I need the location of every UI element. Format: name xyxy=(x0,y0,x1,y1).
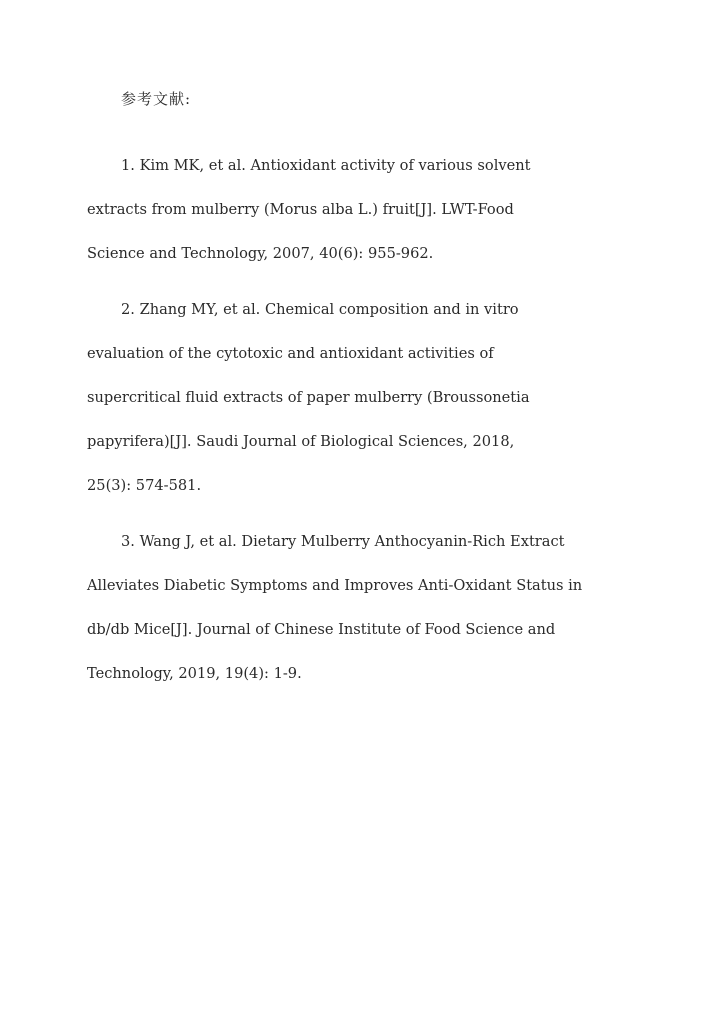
reference-line: extracts from mulberry (Morus alba L.) fruit[J]. LWT-Food xyxy=(87,200,514,218)
references-heading: 参考文献: xyxy=(121,90,192,108)
reference-line: 1. Kim MK, et al. Antioxidant activity of various solvent xyxy=(121,157,531,174)
reference-line: Technology, 2019, 19(4): 1-9. xyxy=(87,664,302,682)
reference-line: papyrifera)[J]. Saudi Journal of Biological Sciences, 2018, xyxy=(87,432,515,450)
reference-list xyxy=(87,144,647,709)
reference-line: supercritical fluid extracts of paper mulberry (Broussonetia xyxy=(87,388,530,406)
reference-item-3 xyxy=(87,520,647,695)
reference-line: evaluation of the cytotoxic and antioxidant activities of xyxy=(87,345,494,363)
reference-line: 3. Wang J, et al. Dietary Mulberry Anthocyanin-Rich Extract xyxy=(121,533,565,551)
reference-line: Alleviates Diabetic Symptoms and Improves Anti-Oxidant Status in xyxy=(87,577,583,595)
reference-line: 2. Zhang MY, et al. Chemical composition and in vitro xyxy=(121,301,519,319)
reference-line: Science and Technology, 2007, 40(6): 955-962. xyxy=(87,244,434,262)
reference-item-1 xyxy=(87,144,647,275)
reference-item-2 xyxy=(87,288,647,507)
reference-line: db/db Mice[J]. Journal of Chinese Institute of Food Science and xyxy=(87,620,556,638)
reference-line: 25(3): 574-581. xyxy=(87,476,202,494)
